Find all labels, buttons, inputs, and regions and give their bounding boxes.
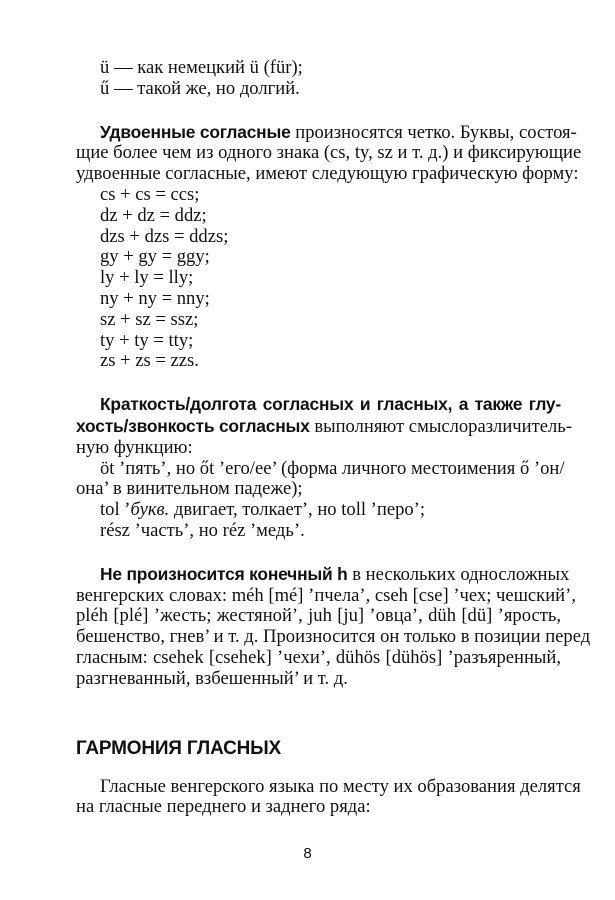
doubled-example: sz + sz = ssz; [100, 308, 199, 330]
final-h-para-line-1: Не произносится конечный h в нескольких односложных [100, 563, 570, 585]
doubled-example: zs + zs = zzs. [100, 350, 199, 372]
final-h-para-line: разгневанный, взбешенный’ и т. д. [76, 667, 348, 689]
doubled-example: cs + cs = ccs; [100, 183, 200, 205]
doubled-example: dz + dz = ddz; [100, 204, 207, 226]
length-para-line-3: ную функцию: [76, 436, 193, 458]
vowel-line-u-long: ű — такой же, но долгий. [100, 77, 300, 99]
section-heading: ГАРМОНИЯ ГЛАСНЫХ [76, 737, 282, 759]
length-bold-line-2: хость/звонкость согласных [76, 415, 310, 436]
doubled-example: ny + ny = nny; [100, 287, 210, 309]
length-para-line-2: хость/звонкость согласных выполняют смыслоразличитель- [76, 415, 572, 437]
length-example-1-line-2: она’ в винительном падеже); [76, 478, 303, 500]
doubled-bold-lead: Удвоенные согласные [100, 121, 291, 142]
doubled-example: ty + ty = tty; [100, 329, 194, 351]
doubled-para-line-2: щие более чем из одного знака (cs, ty, sz и т. д.) и фиксирующие [76, 142, 582, 164]
final-h-para-line: гласным: csehek [csehek] ’чехи’, dühös [dühös] ’разъяренный, [76, 646, 561, 668]
harmony-para-line-1: Гласные венгерского языка по месту их образования делятся [100, 775, 581, 797]
doubled-example: dzs + dzs = ddzs; [100, 225, 229, 247]
abbrev-italic: букв. [130, 499, 170, 521]
page-number: 8 [303, 845, 312, 862]
final-h-para-line: бешенство, гнев’ и т. д. Произносится он только в позиции перед [76, 626, 591, 648]
final-h-para-line: венгерских словах: méh [mé] ’пчела’, cseh [cse] ’чех; чешский’, [76, 584, 576, 606]
doubled-para-line-1: Удвоенные согласные произносятся четко. Буквы, состоя- [100, 121, 577, 143]
final-h-bold-lead: Не произносится конечный h [100, 563, 348, 584]
length-example-1-line-1: öt ’пять’, но őt ’его/ее’ (форма личного местоимения ő ’он/ [100, 457, 565, 479]
length-example-3: rész ’часть’, но réz ’медь’. [100, 519, 305, 541]
doubled-example: ly + ly = lly; [100, 267, 194, 289]
length-para-line-1 [76, 394, 561, 416]
harmony-para-line-2: на гласные переднего и заднего ряда: [76, 796, 371, 818]
vowel-line-u: ü — как немецкий ü (für); [100, 57, 303, 78]
final-h-para-line: pléh [plé] ’жесть; жестяной’, juh [ju] ’овца’, düh [dü] ’ярость, [76, 605, 561, 627]
page-content [76, 57, 591, 818]
doubled-example: gy + gy = ggy; [100, 246, 210, 268]
length-example-2: tol ’букв. двигает, толкает’, но toll ’перо’; [100, 499, 426, 521]
doubled-para-line-3: удвоенные согласные, имеют следующую графическую форму: [76, 163, 579, 185]
length-bold-line-1: Краткость/долгота согласных и гласных, а также глу- [100, 394, 561, 415]
